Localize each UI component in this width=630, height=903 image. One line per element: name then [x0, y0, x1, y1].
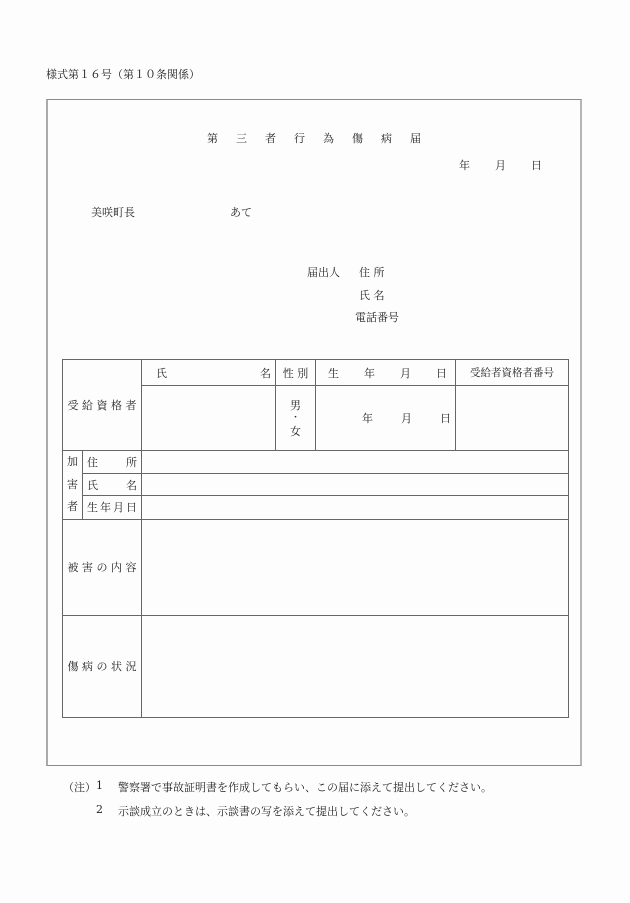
table-header-row	[63, 360, 569, 386]
birth-header-char: 生	[328, 366, 339, 380]
note-text: 警察署で事故証明書を作成してもらい、この届に添えて提出してください。	[118, 781, 492, 794]
label-char: 氏	[87, 478, 98, 492]
sex-header: 性 別	[276, 360, 316, 386]
submitter-name-label: 氏 名	[359, 289, 385, 302]
perpetrator-address-row	[63, 451, 569, 474]
note-text: 示談成立のときは、示談書の写を添えて提出してください。	[118, 805, 415, 818]
sex-option-male[interactable]: 男	[290, 398, 301, 412]
perpetrator-birthdate-field[interactable]	[142, 496, 569, 519]
title-char: 三	[236, 132, 247, 145]
note-number: 1	[96, 779, 103, 792]
perpetrator-address-field[interactable]	[142, 451, 569, 474]
title-char: 届	[410, 132, 421, 145]
name-header	[142, 360, 276, 386]
label-char: 住	[87, 456, 98, 470]
addressee-suffix: あて	[230, 206, 252, 219]
label-char: 日	[126, 501, 137, 515]
title-char: 傷	[352, 132, 363, 145]
addressee-name: 美咲町長	[91, 206, 135, 219]
date-month-label: 月	[495, 159, 506, 172]
perpetrator-birthdate-row	[63, 496, 569, 519]
sex-field[interactable]	[276, 386, 316, 451]
title-char: 為	[323, 132, 334, 145]
form-number: 様式第１６号（第１０条関係）	[46, 68, 200, 81]
perpetrator-label	[63, 451, 83, 520]
injury-row	[63, 615, 569, 717]
id-number-header: 受給者資格者番号	[456, 360, 569, 386]
birth-header-char: 月	[400, 366, 411, 380]
submitter-label: 届出人	[307, 266, 340, 279]
perpetrator-birthdate-label	[83, 496, 142, 519]
birth-header-char: 日	[436, 366, 447, 380]
submitter-address-label: 住 所	[359, 266, 385, 279]
perpetrator-char: 加	[67, 455, 78, 468]
title-char: 病	[381, 132, 392, 145]
perpetrator-char: 害	[67, 477, 78, 491]
label-char: 所	[126, 456, 137, 470]
injury-field[interactable]	[142, 615, 569, 717]
note-number: 2	[96, 803, 103, 816]
birth-date-field[interactable]	[316, 386, 456, 451]
perpetrator-char: 者	[67, 500, 78, 513]
title-char: 第	[207, 132, 218, 145]
note-1	[63, 779, 492, 795]
perpetrator-address-label	[83, 451, 142, 474]
injury-label: 傷 病 の 状 況	[63, 615, 142, 717]
perpetrator-name-row	[63, 474, 569, 496]
label-char: 生	[87, 501, 98, 515]
date-year-label: 年	[459, 159, 470, 172]
label-char: 年	[100, 501, 111, 515]
sex-option-female[interactable]: 女	[290, 424, 301, 438]
perpetrator-name-label	[83, 474, 142, 496]
sex-separator: ・	[290, 412, 300, 423]
id-number-field[interactable]	[456, 386, 569, 451]
perpetrator-name-field[interactable]	[142, 474, 569, 496]
recipient-name-field[interactable]	[142, 386, 276, 451]
birth-header	[316, 360, 456, 386]
page-title	[207, 130, 421, 146]
date-day-label: 日	[531, 159, 542, 172]
damage-field[interactable]	[142, 519, 569, 615]
birth-day-label: 日	[440, 412, 451, 425]
submitter-phone-label: 電話番号	[355, 311, 399, 324]
birth-year-label: 年	[362, 412, 373, 425]
title-char: 行	[294, 132, 305, 145]
damage-row	[63, 519, 569, 615]
claim-table	[62, 359, 569, 718]
label-char: 名	[126, 478, 137, 492]
birth-month-label: 月	[401, 412, 412, 425]
name-header-left: 氏	[156, 366, 167, 380]
note-prefix: （注）	[63, 781, 96, 794]
title-char: 者	[265, 132, 276, 145]
label-char: 月	[113, 501, 124, 515]
date-field	[459, 157, 542, 173]
birth-header-char: 年	[364, 366, 375, 380]
damage-label: 被 害 の 内 容	[63, 519, 142, 615]
name-header-right: 名	[260, 366, 271, 380]
recipient-label: 受 給 資 格 者	[63, 360, 142, 451]
